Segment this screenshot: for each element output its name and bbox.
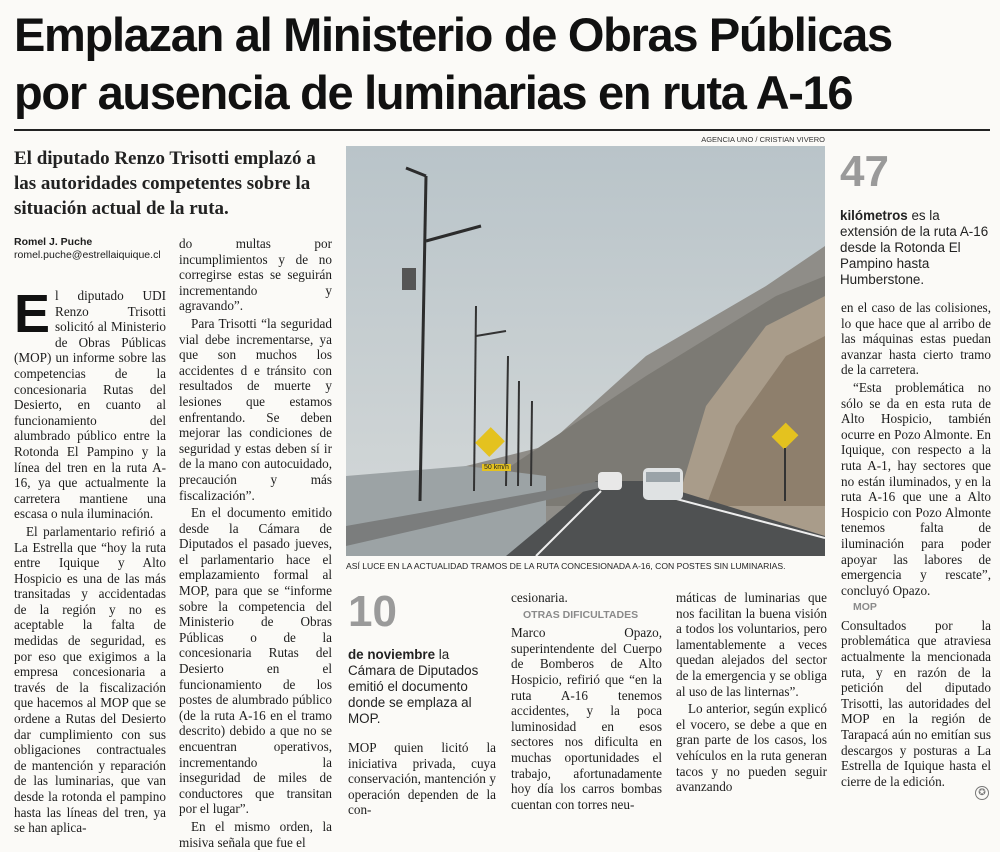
drop-cap: E xyxy=(14,284,51,344)
fact-box-date xyxy=(348,647,496,727)
article-paragraph: Marco Opazo, superintendente del Cuerpo de Bomberos de Alto Hospicio, refirió que “en la ruta A-16 tenemos accidentes, y la poca luminosidad en esos sectores nos dificulta en muchas oportunidades el trabajo, afortunadamente hoy día los carros bombas cuentan con torres neu- xyxy=(511,625,662,812)
headline xyxy=(14,6,994,122)
byline-email[interactable]: romel.puche@estrellaiquique.cl xyxy=(14,249,161,261)
article-column-6 xyxy=(841,300,991,791)
article-column-3 xyxy=(348,740,496,820)
speed-sign-label: 50 km/h xyxy=(484,464,509,471)
article-paragraph: “Esta problemática no sólo se da en esta ruta de Alto Hospicio, también ocurre en Pozo Almonte. En Iquique, con respecto a la ruta A-1, hay sectores que no están iluminados, y en la ruta A-16 que une a Alto Hospicio con Pozo Almonte tenemos falta de iluminación para poder apoyar las labores de emergencia y rescate”, concluyó Opazo. xyxy=(841,379,991,598)
article-photo xyxy=(346,146,825,556)
photo-credit: AGENCIA UNO / CRISTIAN VIVERO xyxy=(701,135,825,144)
article-paragraph: Consultados por la problemática que atraviesa actualmente la mencionada ruta, y en razón de la petición del diputado Trisotti, las autoridades del MOP en la región de Tarapacá aún no emitían sus descargos y posturas a La Estrella de Iquique hasta el cierre de la edición. xyxy=(841,617,991,789)
headline-line-1: Emplazan al Ministerio de Obras Públicas xyxy=(14,8,892,61)
section-heading: MOP xyxy=(853,601,877,614)
article-column-5 xyxy=(676,590,827,797)
article-column-4 xyxy=(511,590,662,814)
article-paragraph: En el mismo orden, la misiva señala que fue el xyxy=(179,818,332,850)
article-paragraph: do multas por incumplimientos y de no corregirse estas se seguirán incrementando y agravando”. xyxy=(179,236,332,314)
article-paragraph: El parlamentario refirió a La Estrella que “hoy la ruta entre Iquique y Alto Hospicio es una de las más transitadas y accidentadas de la región y no es aceptable la falta de medidas de seguridad, es por eso que exigimos a la empresa concesionaria a través de la fiscalización que hacemos al MOP que se ordene a Rutas del Desierto dar cumplimiento con sus obligaciones contractuales de mantención y reparación de las luminarias, que van desde la rotonda el pampino hasta las líneas del tren, ya se han aplica- xyxy=(14,523,166,836)
fact-number-10: 10 xyxy=(348,587,397,636)
fact-text: es la extensión de la ruta A-16 desde la Rotonda El Pampino hasta Humberstone. xyxy=(840,208,989,287)
article-column-1 xyxy=(14,284,166,838)
section-heading: OTRAS DIFICULTADES xyxy=(523,608,639,621)
byline-author: Romel J. Puche xyxy=(14,236,93,248)
end-mark-icon: ✪ xyxy=(975,786,989,800)
article-paragraph: en el caso de las colisiones, lo que hace que al arribo de las máquinas estas puedan avanzar hasta cierto tramo de la carretera. xyxy=(841,300,991,378)
byline xyxy=(14,236,161,262)
photo-caption: ASÍ LUCE EN LA ACTUALIDAD TRAMOS DE LA RUTA CONCESIONADA A-16, CON POSTES SIN LUMINARIAS. xyxy=(346,561,786,571)
fact-bold: kilómetros xyxy=(840,208,908,223)
fact-box-km xyxy=(840,208,992,288)
fact-bold: de noviembre xyxy=(348,647,436,662)
article-paragraph: El diputado UDI Renzo Trisotti solicitó al Ministerio de Obras Públicas (MOP) un informe sobre las competencias de la concesionaria Rutas del Desierto, en cuanto al funcionamiento del alumbrado público entre la Rotonda El Pampino y la línea del tren en la ruta A-16, ya que actualmente la carretera mantiene una escasa o nula iluminación. xyxy=(14,284,166,522)
article-paragraph: En el documento emitido desde la Cámara de Diputados el pasado jueves, el parlamentario hace el emplazamiento formal al MOP, para que se “informe sobre la competencia del Ministerio de Obras Públicas o de la concesionaria Rutas del Desierto en el funcionamiento de los postes de alumbrado público (de la ruta A-16 en el tramo descrito) debido a que no se encuentran operativos, incrementando la inseguridad de miles de conductores que transitan por el lugar”. xyxy=(179,505,332,817)
road-photo-illustration xyxy=(346,146,825,556)
article-column-2 xyxy=(179,236,332,852)
article-paragraph: MOP quien licitó la iniciativa privada, cuya conservación, mantención y operación dependen de la con- xyxy=(348,740,496,818)
article-paragraph: Lo anterior, según explicó el vocero, se debe a que en gran parte de los casos, los vehículos en la ruta generan tacos y no pueden seguir avanzando xyxy=(676,701,827,795)
headline-rule xyxy=(14,129,990,131)
article-paragraph: cesionaria. xyxy=(511,590,568,605)
article-paragraph: máticas de luminarias que nos facilitan la buena visión a todos los voluntarios, pero lamentablemente a veces quedan alejados del sector de la emergencia y se obliga al uso de las linternas”. xyxy=(676,590,827,699)
fact-number-47: 47 xyxy=(840,147,889,196)
fact-text: la Cámara de Diputados emitió el documento donde se emplaza al MOP. xyxy=(348,647,479,726)
subheadline: El diputado Renzo Trisotti emplazó a las autoridades competentes sobre la situación actual de la ruta. xyxy=(14,148,316,219)
headline-line-2: por ausencia de luminarias en ruta A-16 xyxy=(14,66,853,119)
article-paragraph: Para Trisotti “la seguridad vial debe incrementarse, ya que son muchos los accidentes d e tránsito con resultados de muerte y lesiones que estamos enfrentando. Se deben mejorar las condiciones de seguridad y estas deben sí ir de la mano con autocuidado, precaución y más fiscalización”. xyxy=(179,315,332,503)
